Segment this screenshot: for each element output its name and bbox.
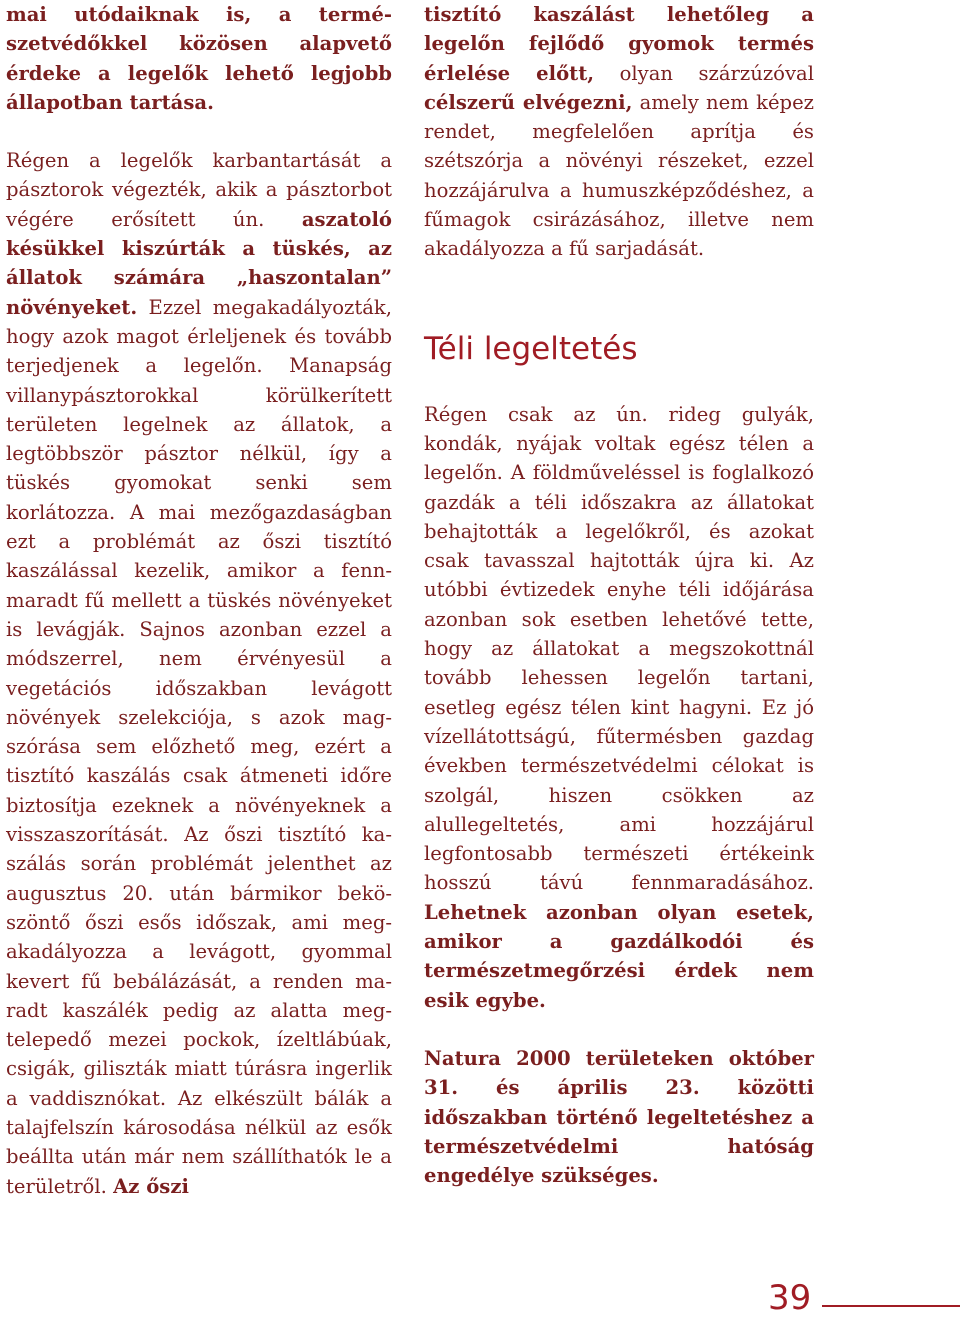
winter-grazing-paragraph	[424, 400, 814, 1015]
pastures-text-2: Ezzel megakadályozták, hogy azok magot érleljenek és tovább terjedjenek a legelőn. Manapság villanypásztorokkal körülkerített területen legelnek az állatok, a legtöbbször pásztor nélkül, így a tüskés gyomokat senki sem korlátozza. A mai mezőgazdaságban ezt a problémát az őszi tisztító kaszálással kezelik, amikor a fennmaradt fű mellett a tüskés növényeket is levágják. Sajnos azonban ezzel a módszerrel, nem érvényesül a vegetációs időszakban levágott növények szelekciója, s azok magszórása sem előzhető meg, ezért a tisztító kaszálás csak átmeneti időre biztosítja ezeknek a növényeknek a visszaszorítását. Az őszi tisztító kaszálás során problémát jelenthet az augusztus 20. után bármikor beköszöntő őszi esős időszak, ami megakadályozza a levágott, gyommal kevert fű bebálázását, a renden maradt kaszálék pedig az alatta megtelepedő mezei pockok, ízeltlábúak, csigák, giliszták miatt túrásra ingerlik a vaddisznókat. Az elkészült bálák a talajfelszín károsodása nélkül az esők beállta után már nem szállíthatók le a területről.	[6, 295, 392, 1198]
heading-gap-bottom	[424, 367, 814, 400]
mowing-text-1: olyan szárzúzóval	[594, 61, 814, 85]
mowing-bold-1: tisztító kaszálást lehetőleg a legelőn fejlődő gyomok termés érlelése előtt,	[424, 3, 814, 85]
left-column	[6, 0, 392, 1201]
heading-gap-top	[424, 264, 814, 331]
pastures-bold-1: aszatoló késükkel kiszúrták a tüskés, az állatok számára „haszontalan” növényeket.	[6, 207, 392, 319]
pastures-bold-2: Az őszi	[113, 1174, 189, 1198]
page-number: 39	[768, 1278, 812, 1318]
mowing-paragraph	[424, 0, 814, 264]
winter-bold: Lehetnek azonban olyan esetek, amikor a gazdálkodói és természetmegőrzési érdek nem esik egybe.	[424, 900, 814, 1012]
right-column	[424, 0, 814, 1190]
paragraph-gap	[6, 117, 392, 146]
mowing-text-2: amely nem képez rendet, megfelelően aprítja és szétszórja a növényi részeket, ezzel hozzájárulva a humuszképződéshez, a fűmagok csirázásához, illetve nem akadályozza a fű sarjadását.	[424, 90, 815, 261]
section-heading: Téli legeltetés	[424, 330, 638, 367]
mowing-bold-2: célszerű elvégezni,	[424, 90, 633, 114]
intro-paragraph	[6, 0, 392, 117]
natura-bold-text: Natura 2000 területeken október 31. és április 23. közötti időszakban történő legeltetéshez a természetvédelmi hatóság engedélye szükséges.	[424, 1046, 814, 1188]
winter-text: Régen csak az ún. rideg gulyák, kondák, nyájak voltak egész télen a legelőn. A földműveléssel is foglalkozó gazdák a téli időszakra az állatokat behajtották a legelőkről, és azokat csak tavasszal hajtották újra ki. Az utóbbi évtizedek enyhe téli időjárása azonban sok esetben lehetővé tette, hogy az állatokat a megszokottnál tovább lehessen legelőn tartani, esetleg egész télen kint hagyni. Ez jó vízellátottságú, fűtermésben gazdag években természetvédelmi célokat is szolgál, hiszen csökken az alullegeltetés, ami hozzájárul legfontosabb természeti értékeink hosszú távú fennmaradásához.	[424, 402, 814, 895]
natura-paragraph	[424, 1044, 814, 1190]
paragraph-gap	[424, 1015, 814, 1044]
pastures-text-1: Régen a legelők karbantartását a pásztorok végezték, akik a pásztorbot végére erősített ún.	[6, 149, 392, 231]
page-number-rule	[822, 1305, 960, 1307]
pastures-paragraph	[6, 146, 392, 1201]
intro-bold-text: mai utódaiknak is, a természetvédőkkel közösen alapvető érdeke a legelők lehető legjobb állapotban tartása.	[6, 3, 392, 114]
